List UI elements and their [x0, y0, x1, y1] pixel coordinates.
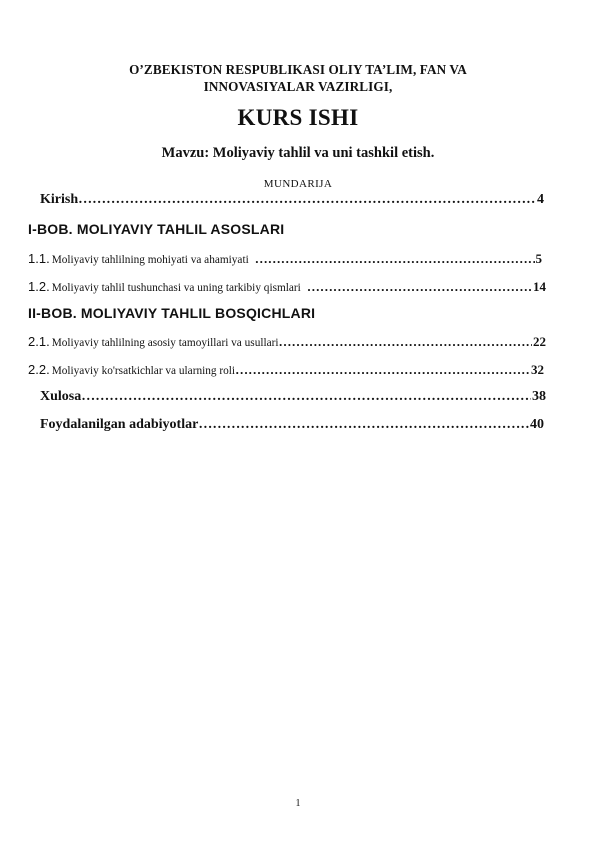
- toc-leader-dots: [307, 279, 532, 295]
- toc-entry-label: Moliyaviy tahlilning asosiy tamoyillari va usullari: [51, 337, 279, 349]
- toc-entry-label: Moliyaviy ko'rsatkichlar va ularning roli: [51, 365, 236, 377]
- toc-page-number: 32: [531, 362, 544, 377]
- toc-entry-number: 2.1.: [28, 334, 50, 349]
- toc-entry-label: Foydalanilgan adabiyotlar: [40, 417, 199, 432]
- toc-entry-label: Kirish: [40, 192, 79, 207]
- toc-entry-conclusion: [40, 389, 546, 405]
- toc-leader-dots: [81, 389, 531, 405]
- toc-entry-number: 2.2.: [28, 362, 50, 377]
- chapter-2-heading: II-BOB. MOLIYAVIY TAHLIL BOSQICHLARI: [28, 305, 316, 321]
- toc-leader-dots: [235, 362, 530, 378]
- toc-page-number: 14: [533, 279, 546, 294]
- document-title: KURS ISHI: [237, 105, 359, 130]
- toc-entry-1-2: [28, 279, 546, 295]
- toc-leader-dots: [198, 417, 529, 433]
- ministry-line-1: O’ZBEKISTON RESPUBLIKASI OLIY TA’LIM, FAN VA: [129, 62, 467, 77]
- toc-leader-dots: [279, 334, 532, 350]
- toc-entry-number: 1.1.: [28, 251, 50, 266]
- topic-line: Mavzu: Moliyaviy tahlil va uni tashkil etish.: [161, 145, 435, 161]
- toc-entry-references: [40, 417, 544, 433]
- toc-leader-dots: [255, 251, 535, 267]
- toc-entry-2-1: [28, 334, 546, 350]
- toc-page-number: 38: [532, 389, 546, 404]
- toc-page-number: 22: [533, 334, 546, 349]
- toc-entry-intro: [40, 192, 544, 208]
- toc-entry-number: 1.2.: [28, 279, 50, 294]
- toc-entry-2-2: [28, 362, 544, 378]
- toc-entry-label: Moliyaviy tahlilning mohiyati va ahamiyati: [51, 254, 249, 266]
- toc-page-number: 40: [530, 417, 544, 432]
- page-number: 1: [295, 798, 301, 809]
- contents-heading: MUNDARIJA: [263, 178, 333, 190]
- ministry-line-2: INNOVASIYALAR VAZIRLIGI,: [203, 78, 393, 94]
- toc-leader-dots: [78, 192, 536, 208]
- toc-page-number: 4: [537, 192, 544, 207]
- toc-entry-label: Moliyaviy tahlil tushunchasi va uning tarkibiy qismlari: [51, 282, 301, 294]
- ministry-heading: [60, 62, 536, 95]
- toc-page-number: 5: [535, 251, 542, 266]
- chapter-1-heading: I-BOB. MOLIYAVIY TAHLIL ASOSLARI: [28, 221, 285, 237]
- toc-entry-1-1: [28, 251, 542, 267]
- toc-entry-label: Xulosa: [40, 389, 82, 404]
